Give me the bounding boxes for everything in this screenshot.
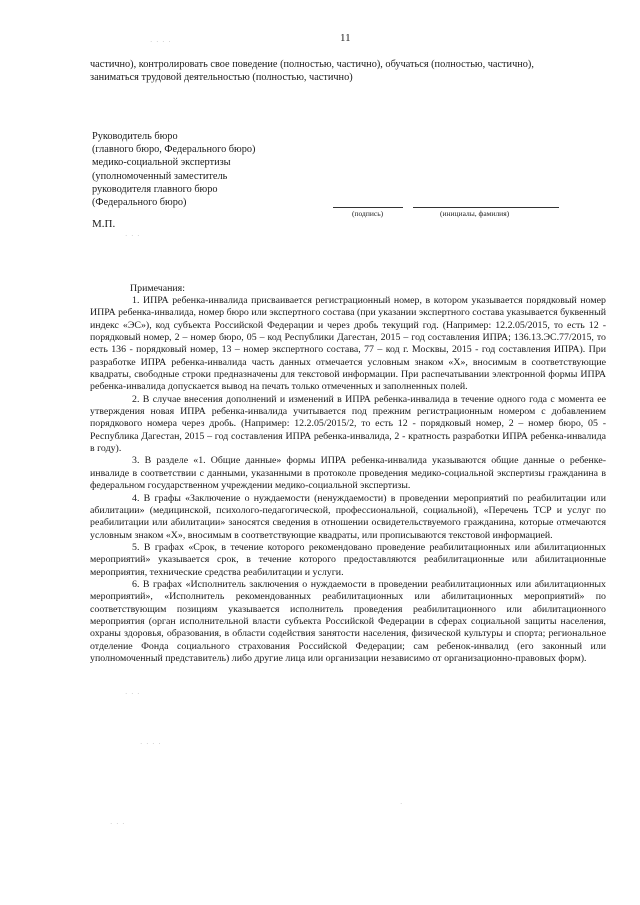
scan-noise: · · · bbox=[110, 820, 126, 828]
notes-title: Примечания: bbox=[130, 283, 185, 294]
intro-line-2: заниматься трудовой деятельностью (полностью, частично) bbox=[90, 72, 353, 83]
signature-caption: (подпись) bbox=[352, 209, 384, 218]
note-paragraph: 2. В случае внесения дополнений и изменений в ИПРА ребенка-инвалида в течение одного года с момента ее утверждения новая ИПРА ребенка-инвалида учитывается под прежним регистрационным номером с добавлением порядкового номера через дробь. (Например: 12.2.05/2015/2, то есть 12 - порядковый номер, 2 – номер бюро, 05 - Республика Дагестан, 2015 – год составления ИПРА ребенка-инвалида, 2 - кратность разработки ИПРА ребенка-инвалида в году). bbox=[90, 393, 606, 455]
signatory-line: (главного бюро, Федерального бюро) bbox=[92, 144, 256, 156]
signatory-line: (уполномоченный заместитель bbox=[92, 170, 228, 182]
stamp-place: М.П. bbox=[92, 218, 116, 230]
signatory-line: (Федерального бюро) bbox=[92, 197, 187, 209]
scan-noise: · · · · bbox=[150, 38, 172, 46]
scan-noise: · · · bbox=[125, 690, 141, 698]
scan-noise: · · · bbox=[125, 232, 141, 240]
signatory-line: руководителя главного бюро bbox=[92, 183, 218, 195]
signatory-line: медико-социальной экспертизы bbox=[92, 157, 231, 169]
page-number: 11 bbox=[340, 32, 351, 44]
name-caption: (инициалы, фамилия) bbox=[440, 209, 510, 218]
scan-noise: · · · · bbox=[140, 740, 162, 748]
note-paragraph: 6. В графах «Исполнитель заключения о нуждаемости в проведении реабилитационных или абилитационных мероприятий», «Исполнитель рекомендованных реабилитационных или абилитационных мероприятий» по соответствующим позициям указывается исполнитель проведения реабилитационного или абилитационного мероприятия (орган исполнительной власти субъекта Российской Федерации в сферах социальной защиты населения, охраны здоровья, образования, в области содействия занятости населения, физической культуры и спорта; региональное отделение Фонда социального страхования Российской Федерации; сам ребенок-инвалид (его законный или уполномоченный представитель) либо другие лица или организации независимо от организационно-правовых форм). bbox=[90, 578, 606, 664]
signatory-line: Руководитель бюро bbox=[92, 131, 178, 142]
note-paragraph: 3. В разделе «1. Общие данные» формы ИПРА ребенка-инвалида указываются общие данные о ребенке-инвалиде в соответствии с данными, указанными в протоколе проведения медико-социальной экспертизы гражданина в федеральном государственном учреждении медико-социальной экспертизы. bbox=[90, 455, 606, 492]
intro-line-1: частично), контролировать свое поведение (полностью, частично), обучаться (полностью, частично), bbox=[90, 59, 534, 70]
intro-text bbox=[90, 58, 610, 84]
signature-line bbox=[333, 207, 403, 208]
note-paragraph: 5. В графах «Срок, в течение которого рекомендовано проведение реабилитационных или абилитационных мероприятий» указывается срок, в течение которого предоставляются реабилитационные или абилитационные мероприятия, технические средства реабилитации и услуги. bbox=[90, 541, 606, 578]
note-paragraph: 4. В графы «Заключение о нуждаемости (ненуждаемости) в проведении мероприятий по реабилитации или абилитации» (медицинской, психолого-педагогической, профессиональной, социальной), «Перечень ТСР и услуг по реабилитации или абилитации» заносятся сведения в отношении освидетельствуемого гражданина, которые отмечаются условным знаком «Х», вносимым в соответствующие квадраты, или прописываются текстовой информацией. bbox=[90, 492, 606, 541]
notes-body bbox=[90, 295, 606, 665]
note-paragraph: 1. ИПРА ребенка-инвалида присваивается регистрационный номер, в котором указывается порядковый номер ИПРА ребенка-инвалида, номер бюро или экспертного состава (при указании экспертного состава указывается буквенный индекс «ЭС»), код субъекта Российской Федерации и через дробь текущий год. (Например: 12.2.05/2015, то есть 12 - порядковый номер, 2 – номер бюро, 05 – код Республики Дагестан, 2015 – год составления ИПРА; 136.13.ЭС.77/2015, то есть 136 - порядковый номер, 13 – номер экспертного состава, 77 – код г. Москвы, 2015 - год составления ИПРА). При разработке ИПРА ребенка-инвалида часть данных отмечается условным знаком «Х», вносимым в соответствующие квадраты, свободные строки предназначены для текстовой информации. При распечатывании электронной формы ИПРА ребенка-инвалида допускается вывод на печать только отмеченных и заполненных полей. bbox=[90, 295, 606, 393]
name-line bbox=[413, 207, 559, 208]
signatory-block bbox=[92, 130, 255, 209]
scan-noise: · bbox=[400, 800, 404, 808]
